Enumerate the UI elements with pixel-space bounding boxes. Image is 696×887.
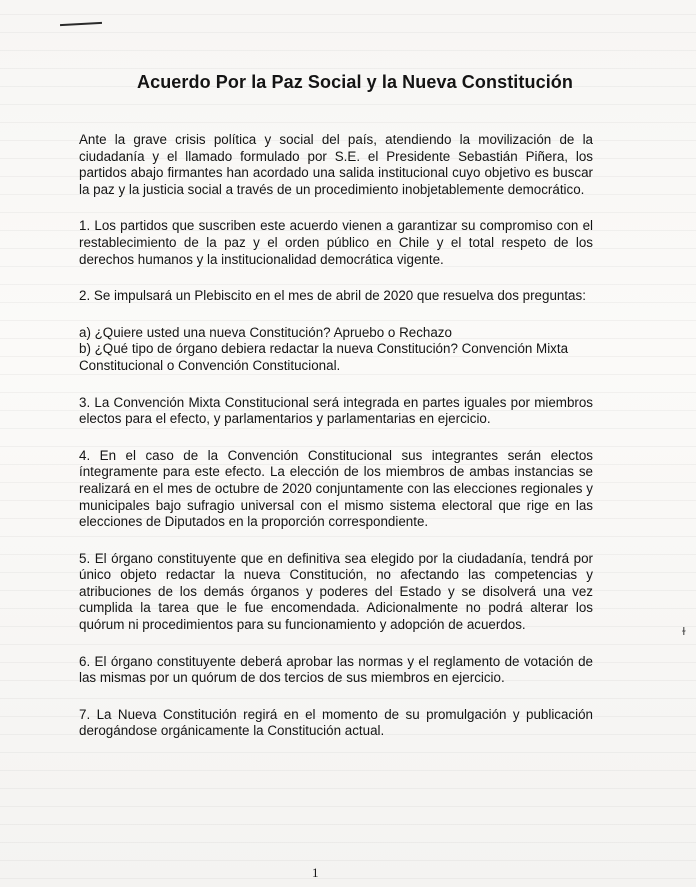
point-6: 6. El órgano constituyente deberá aprobar las normas y el reglamento de votación de las mismas por un quórum de dos tercios de sus miembros en ejercicio.: [79, 653, 593, 686]
point-3: 3. La Convención Mixta Constitucional será integrada en partes iguales por miembros electos para el efecto, y parlamentarios y parlamentarias en ejercicio.: [79, 394, 593, 427]
point-1: 1. Los partidos que suscriben este acuerdo vienen a garantizar su compromiso con el restablecimiento de la paz y el orden público en Chile y el total respeto de los derechos humanos y la institucionalidad democrática vigente.: [79, 218, 593, 267]
margin-mark: ɫ: [682, 626, 686, 638]
document-title: Acuerdo Por la Paz Social y la Nueva Constitución: [136, 72, 573, 92]
point-4: 4. En el caso de la Convención Constitucional sus integrantes serán electos íntegramente para este efecto. La elección de los miembros de ambas instancias se realizará en el mes de octubre de 2020 conjuntamente con las elecciones regionales y municipales bajo sufragio universal con el mismo sistema electoral que rige en las elecciones de Diputados en la proporción correspondiente.: [79, 447, 593, 530]
page-number: 1: [312, 865, 319, 880]
option-a: a) ¿Quiere usted una nueva Constitución? Apruebo o Rechazo: [79, 324, 452, 340]
point-2-options: [79, 325, 593, 375]
pen-mark: [60, 22, 102, 26]
document-body: [79, 132, 593, 760]
point-2: 2. Se impulsará un Plebiscito en el mes de abril de 2020 que resuelva dos preguntas:: [79, 288, 586, 304]
intro-paragraph: Ante la grave crisis política y social del país, atendiendo la movilización de la ciudadanía y el llamado formulado por S.E. el Presidente Sebastián Piñera, los partidos abajo firmantes han acordado una salida institucional cuyo objetivo es buscar la paz y la justicia social a través de un procedimiento inobjetablemente democrático.: [79, 132, 593, 197]
point-7: 7. La Nueva Constitución regirá en el momento de su promulgación y publicación derogándose orgánicamente la Constitución actual.: [79, 706, 593, 739]
point-5: 5. El órgano constituyente que en definitiva sea elegido por la ciudadanía, tendrá por único objeto redactar la nueva Constitución, no afectando las competencias y atribuciones de los demás órganos y poderes del Estado y se disolverá una vez cumplida la tarea que le fue encomendada. Adicionalmente no podrá alterar los quórum ni procedimientos para su funcionamiento y adopción de acuerdos.: [79, 550, 593, 633]
option-b: b) ¿Qué tipo de órgano debiera redactar la nueva Constitución? Convención Mixta Constitucional o Convención Constitucional.: [79, 341, 569, 373]
